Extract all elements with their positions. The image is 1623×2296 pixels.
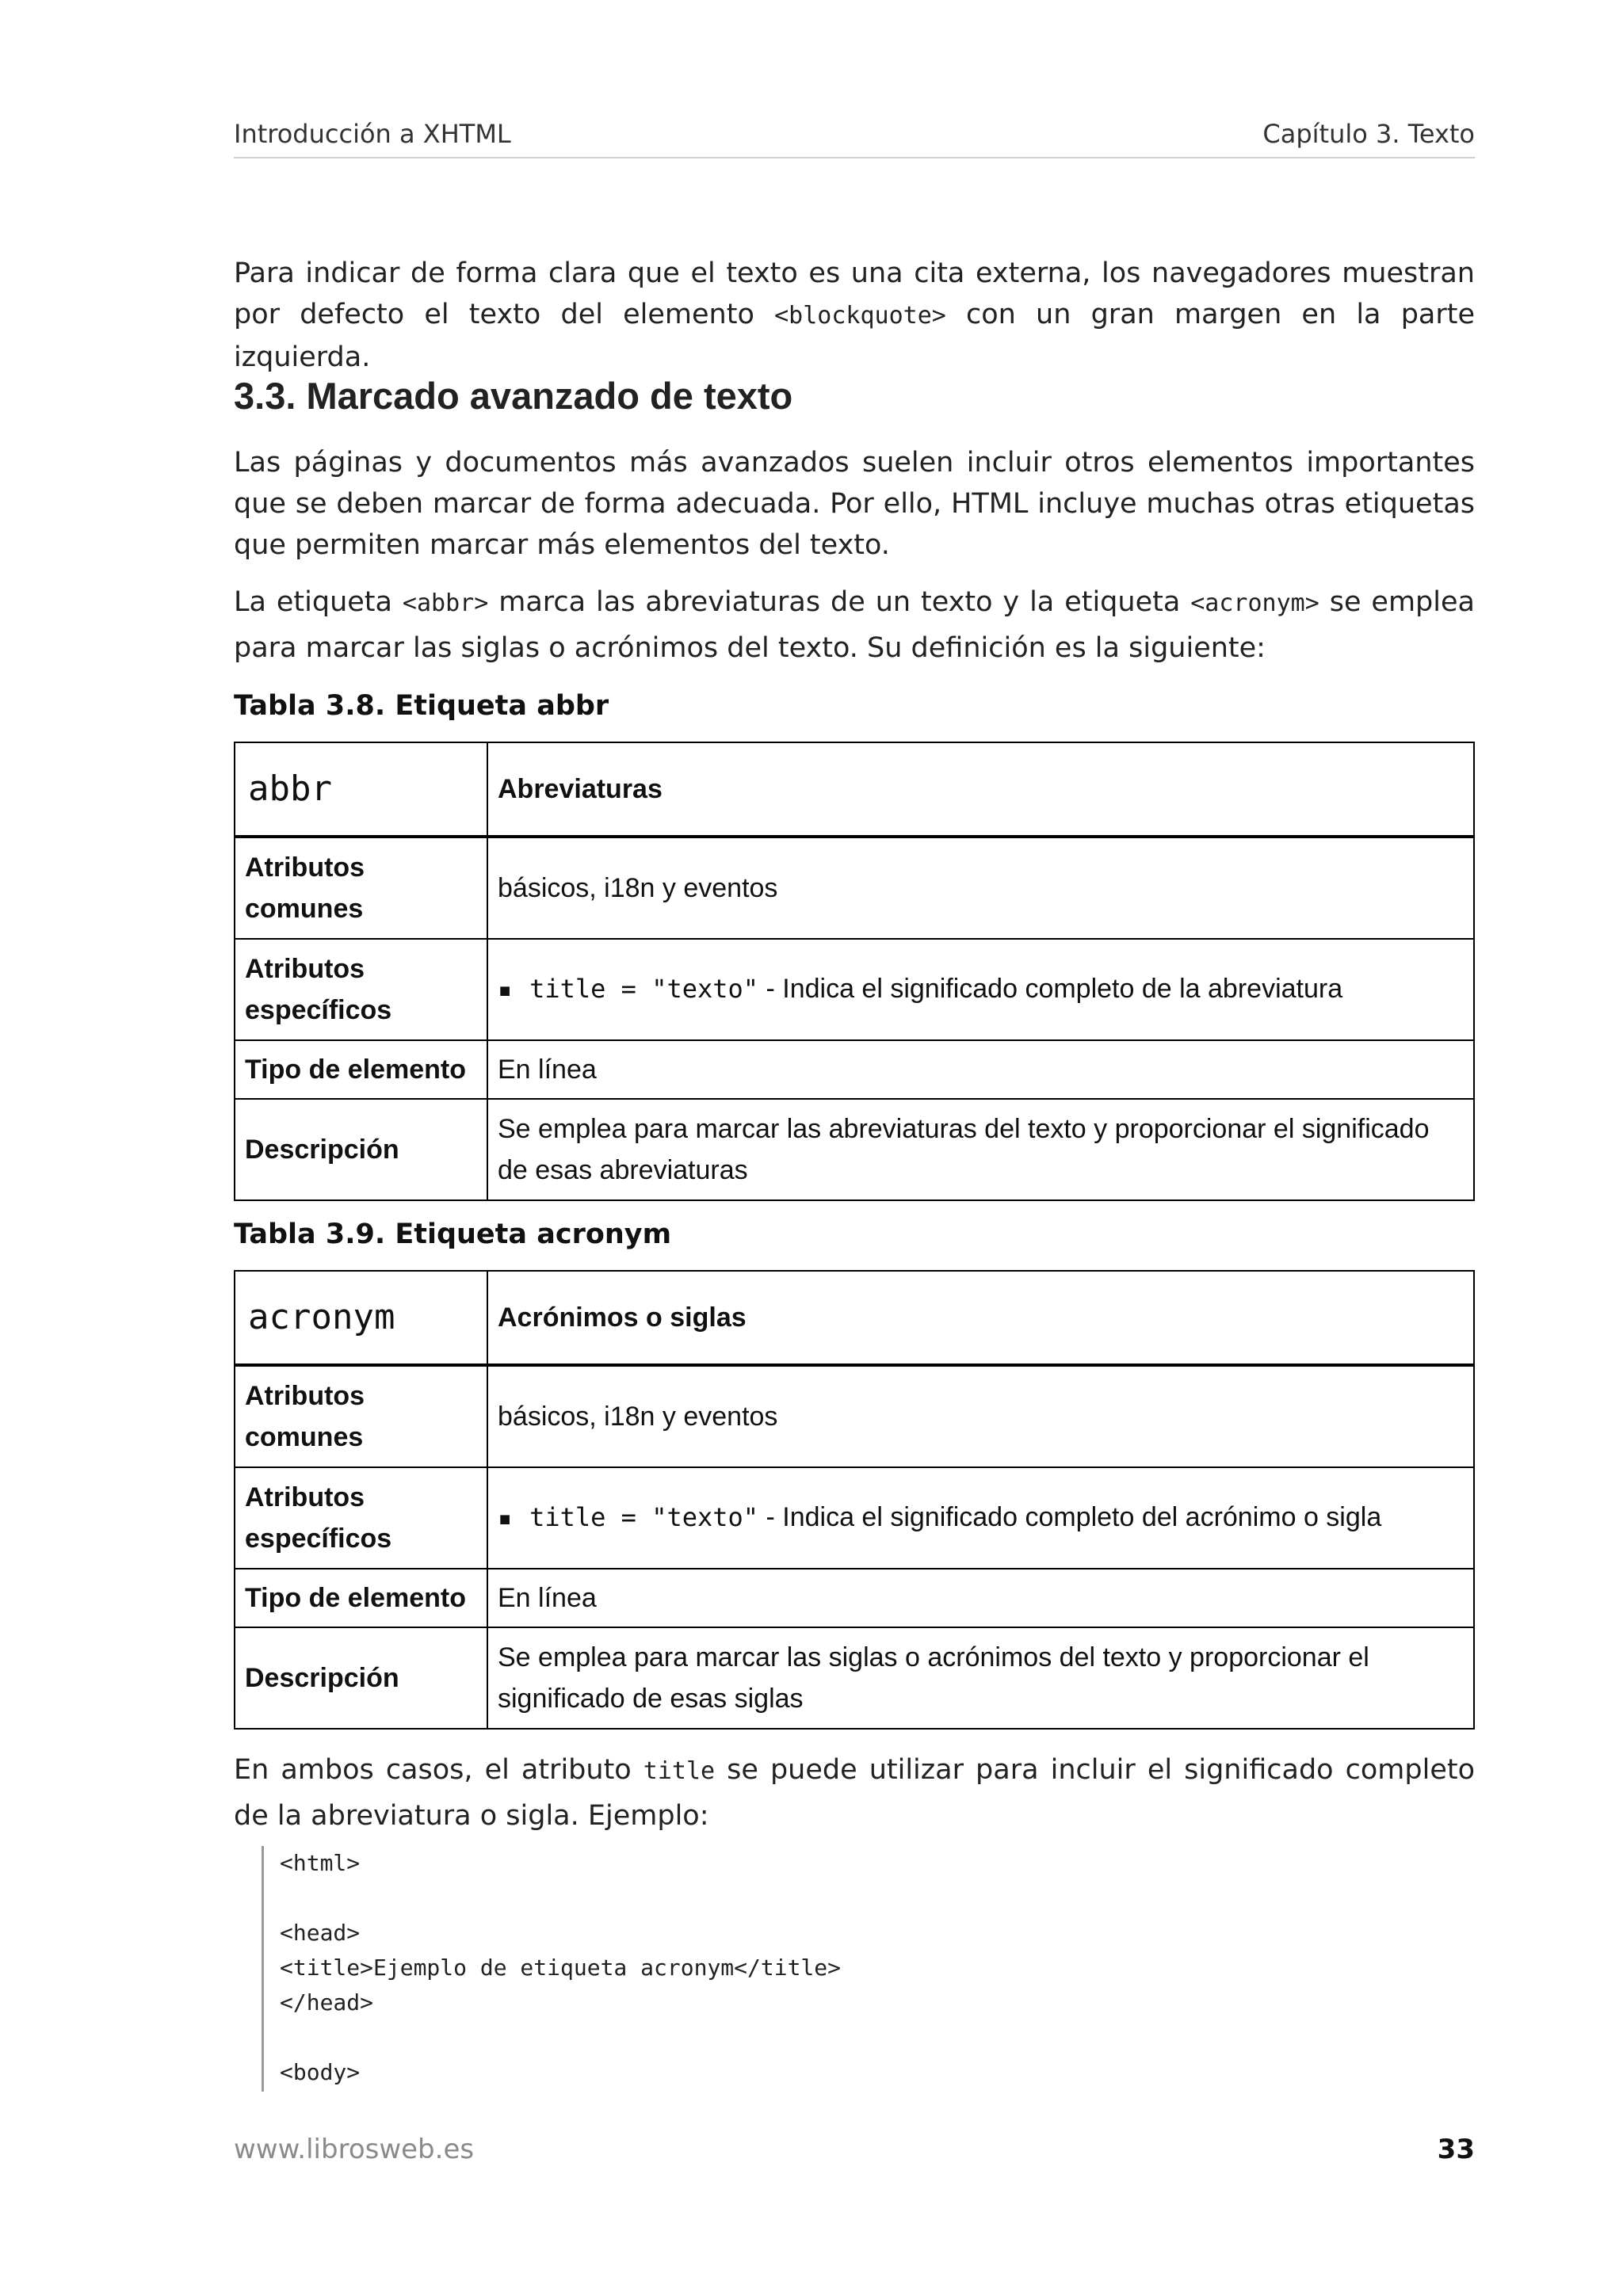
tag-name-cell: acronym <box>235 1271 487 1365</box>
row-value: En línea <box>487 1040 1474 1099</box>
row-key: Atributos comunes <box>235 1365 487 1467</box>
tag-title-cell: Acrónimos o siglas <box>487 1271 1474 1365</box>
row-value: En línea <box>487 1569 1474 1627</box>
row-key: Tipo de elemento <box>235 1040 487 1099</box>
attribute-description: - Indica el significado completo del acrónimo o sigla <box>758 1502 1382 1532</box>
attribute-code: title = "texto" <box>529 974 759 1004</box>
row-value <box>487 1467 1474 1569</box>
intro-text-1: Para indicar de forma clara que el texto es una cita externa, los navegadores muestran por defecto el texto del elemento <box>234 257 1475 330</box>
page-number: 33 <box>1437 2134 1475 2165</box>
table-row <box>235 1040 1474 1099</box>
intro-text-2: con un gran margen en la parte izquierda. <box>234 299 1475 373</box>
code-line: <title>Ejemplo de etiqueta acronym</title> <box>280 1955 842 1981</box>
table-abbr <box>234 742 1475 1201</box>
code-line: </head> <box>280 1989 374 2016</box>
row-value: Se emplea para marcar las abreviaturas del texto y proporcionar el significado de esas abreviaturas <box>487 1099 1474 1200</box>
row-key: Descripción <box>235 1099 487 1200</box>
code-example <box>262 1846 1231 2092</box>
row-key: Descripción <box>235 1627 487 1729</box>
footer-link[interactable]: www.librosweb.es <box>234 2134 475 2165</box>
table-row <box>235 939 1474 1040</box>
paragraph-2 <box>234 580 1475 670</box>
table-row <box>235 742 1474 837</box>
page-footer <box>234 2134 1475 2173</box>
bullet-icon: ▪ <box>498 976 513 1004</box>
row-key: Atributos específicos <box>235 939 487 1040</box>
header-book-title: Introducción a XHTML <box>234 119 511 149</box>
table-row <box>235 1467 1474 1569</box>
paragraph-3 <box>234 1748 1475 1838</box>
p2-text-3: se emplea para marcar las siglas o acrónimos del texto. Su definición es la siguiente: <box>234 586 1475 664</box>
tag-title-cell: Abreviaturas <box>487 742 1474 837</box>
table-2-caption: Tabla 3.9. Etiqueta acronym <box>234 1219 672 1250</box>
table-row <box>235 837 1474 939</box>
row-key: Tipo de elemento <box>235 1569 487 1627</box>
table-row <box>235 1569 1474 1627</box>
code-line: <html> <box>280 1850 361 1876</box>
row-key: Atributos específicos <box>235 1467 487 1569</box>
code-line <box>280 1881 1231 1916</box>
code-line <box>280 2020 1231 2055</box>
p2-text-1: La etiqueta <box>234 586 403 618</box>
code-line: <head> <box>280 1920 361 1946</box>
code-line: <body> <box>280 2059 361 2085</box>
attribute-description: - Indica el significado completo de la abreviatura <box>758 974 1343 1004</box>
table-row <box>235 1271 1474 1365</box>
row-value: Se emplea para marcar las siglas o acrónimos del texto y proporcionar el significado de esas siglas <box>487 1627 1474 1729</box>
attribute-code: title = "texto" <box>529 1502 759 1532</box>
paragraph-1: Las páginas y documentos más avanzados suelen incluir otros elementos importantes que se deben marcar de forma adecuada. Por ello, HTML incluye muchas otras etiquetas que permiten marcar más elementos del texto. <box>234 447 1475 561</box>
header-chapter: Capítulo 3. Texto <box>1262 119 1475 149</box>
bullet-icon: ▪ <box>498 1505 513 1532</box>
p2-code-acronym: <acronym> <box>1190 589 1319 617</box>
table-row <box>235 1099 1474 1200</box>
p2-code-abbr: <abbr> <box>402 589 489 617</box>
intro-paragraph <box>234 253 1475 378</box>
tag-name-cell: abbr <box>235 742 487 837</box>
table-row <box>235 1365 1474 1467</box>
page-header <box>234 119 1475 158</box>
intro-code: <blockquote> <box>774 302 946 330</box>
p3-text-2: se puede utilizar para incluir el significado completo de la abreviatura o sigla. Ejemplo: <box>234 1754 1476 1832</box>
table-1-caption: Tabla 3.8. Etiqueta abbr <box>234 690 609 722</box>
p3-code-title: title <box>643 1757 716 1785</box>
p3-text-1: En ambos casos, el atributo <box>234 1754 643 1786</box>
row-key: Atributos comunes <box>235 837 487 939</box>
row-value <box>487 939 1474 1040</box>
row-value: básicos, i18n y eventos <box>487 1365 1474 1467</box>
p2-text-2: marca las abreviaturas de un texto y la etiqueta <box>488 586 1191 618</box>
table-row <box>235 1627 1474 1729</box>
row-value: básicos, i18n y eventos <box>487 837 1474 939</box>
table-acronym <box>234 1270 1475 1730</box>
section-heading: 3.3. Marcado avanzado de texto <box>234 375 793 417</box>
